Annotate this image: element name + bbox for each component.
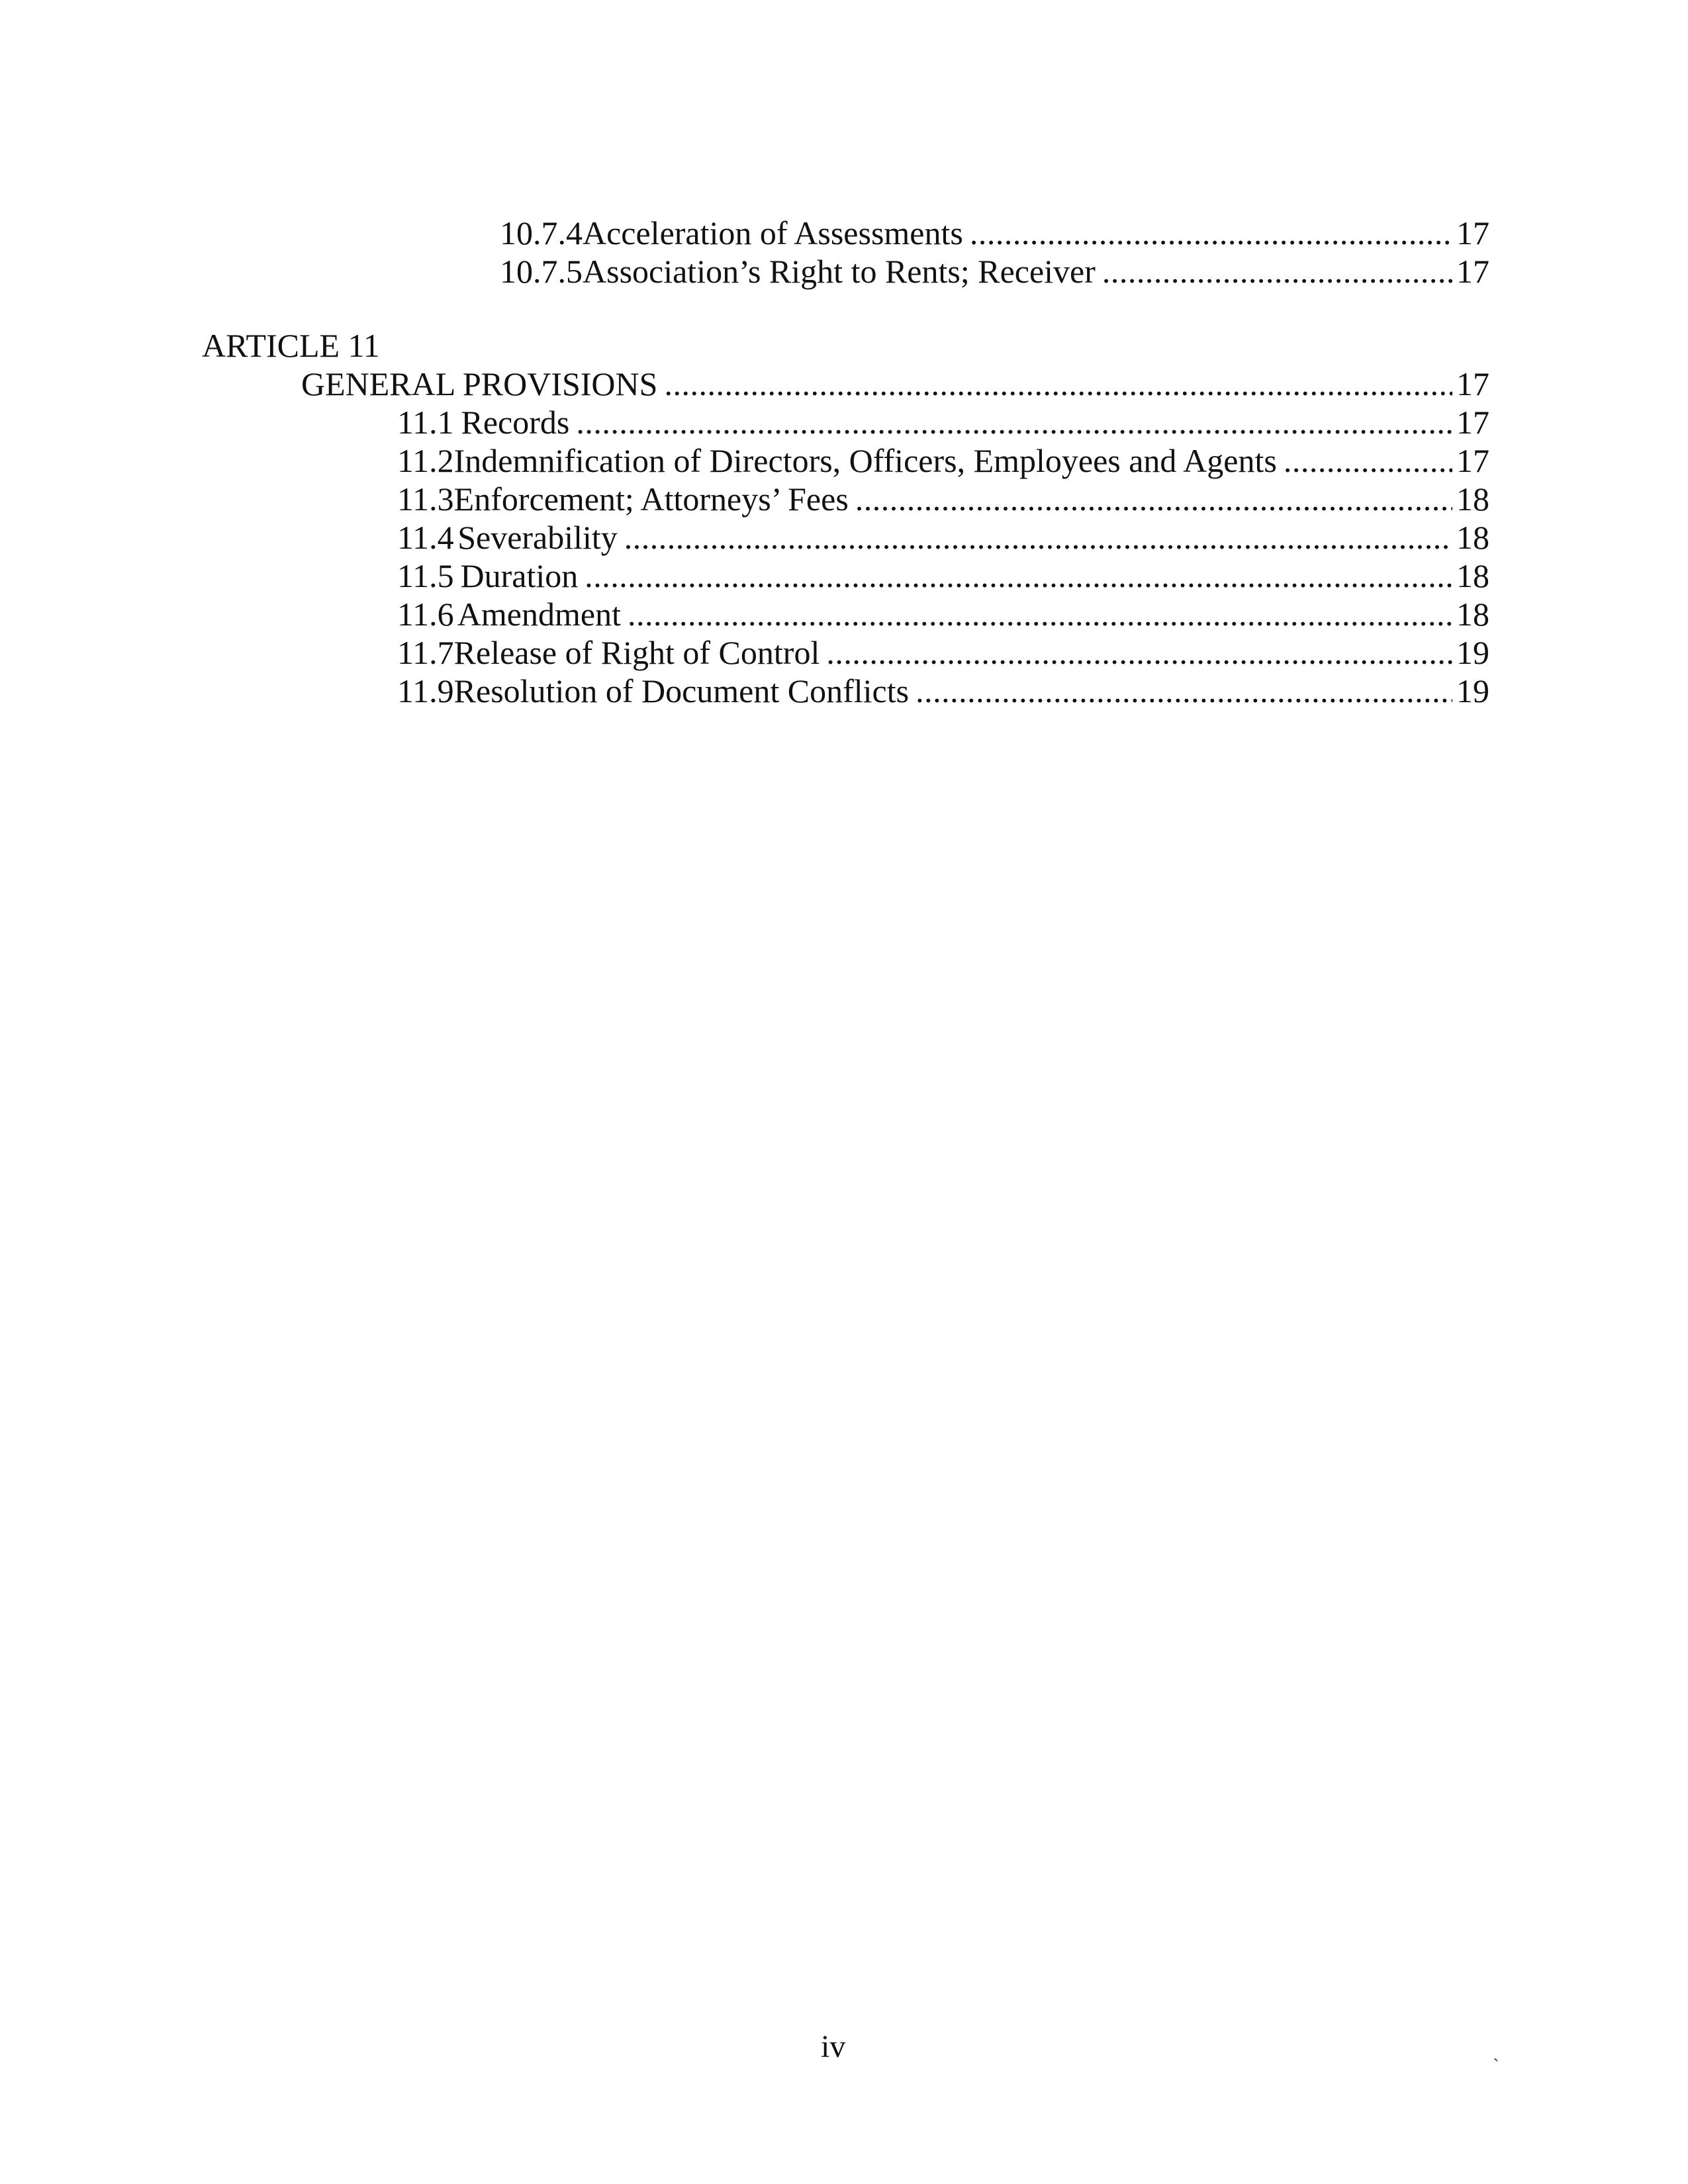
- toc-entry-page: 17: [1456, 253, 1489, 290]
- toc-entry-page: 17: [1456, 214, 1489, 251]
- toc-entry-title: Acceleration of Assessments: [583, 214, 963, 251]
- dot-leader: [576, 401, 1452, 443]
- toc-entry-number: 10.7.4: [500, 214, 583, 251]
- toc-entry-number: 11.3: [397, 480, 454, 518]
- toc-entry-title: Indemnification of Directors, Officers, Employees and Agents: [453, 442, 1277, 479]
- toc-entry-page: 19: [1456, 672, 1489, 709]
- toc-entry-title: Resolution of Document Conflicts: [453, 672, 910, 709]
- toc-entry-11-6: [397, 593, 1489, 635]
- toc-entry-page: 18: [1456, 480, 1489, 518]
- toc-entry-11-1: [397, 401, 1489, 443]
- toc-entry-number: 11.9: [397, 672, 454, 709]
- dot-leader: [624, 516, 1452, 559]
- toc-entry-number: 11.2: [397, 442, 454, 479]
- toc-entry-11-5: [397, 555, 1489, 597]
- dot-leader: [915, 670, 1452, 712]
- dot-leader: [1102, 250, 1452, 293]
- toc-entry-page: 17: [1456, 442, 1489, 479]
- toc-entry-page: 19: [1456, 634, 1489, 671]
- dot-leader: [628, 593, 1452, 635]
- stray-mark: `: [1493, 2055, 1499, 2077]
- toc-entry-page: 18: [1456, 557, 1489, 594]
- toc-article-title-entry: [301, 363, 1489, 405]
- toc-entry-number: 11.7: [397, 634, 454, 671]
- toc-entry-number: 10.7.5: [500, 253, 583, 290]
- dot-leader: [970, 212, 1452, 254]
- toc-entry-page: 17: [1456, 404, 1489, 441]
- toc-entry-title: Release of Right of Control: [453, 634, 820, 671]
- toc-entry-11-7: [397, 631, 1489, 674]
- toc-entry-number: 11.1: [397, 404, 454, 441]
- toc-entry-title: Records: [461, 404, 570, 441]
- toc-entry-title: Enforcement; Attorneys’ Fees: [453, 480, 849, 518]
- toc-entry-10-7-5: [500, 250, 1489, 293]
- toc-entry-title: Amendment: [457, 596, 621, 633]
- toc-entry-title: Association’s Right to Rents; Receiver: [583, 253, 1096, 290]
- toc-entry-11-2: [397, 439, 1489, 482]
- toc-entry-number: 11.4: [397, 519, 454, 556]
- dot-leader: [585, 555, 1452, 597]
- toc-entry-title: Severability: [457, 519, 618, 556]
- toc-entry-11-9: [397, 670, 1489, 712]
- article-page: 17: [1456, 365, 1489, 402]
- toc-entry-10-7-4: [500, 212, 1489, 254]
- dot-leader: [664, 363, 1452, 405]
- toc-entry-title: Duration: [460, 557, 579, 594]
- dot-leader: [1284, 439, 1452, 482]
- toc-entry-11-3: [397, 478, 1489, 520]
- toc-entry-11-4: [397, 516, 1489, 559]
- page-number: iv: [821, 2029, 846, 2064]
- toc-entry-page: 18: [1456, 519, 1489, 556]
- toc-entry-page: 18: [1456, 596, 1489, 633]
- article-label: ARTICLE 11: [202, 327, 380, 364]
- dot-leader: [855, 478, 1452, 520]
- dot-leader: [826, 631, 1452, 674]
- toc-entry-number: 11.5: [397, 557, 454, 594]
- article-title: GENERAL PROVISIONS: [301, 365, 658, 402]
- toc-entry-number: 11.6: [397, 596, 454, 633]
